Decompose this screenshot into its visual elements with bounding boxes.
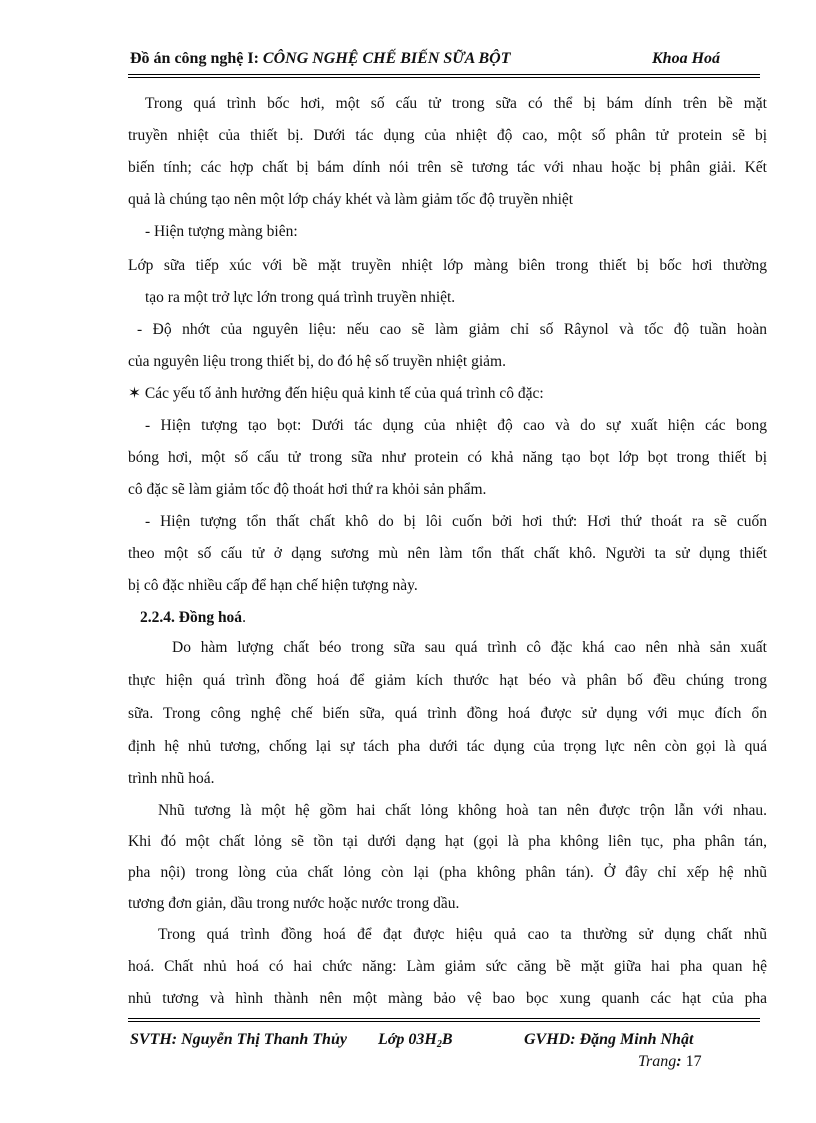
paragraph-line: nhủ tương và hình thành nên một màng bảo vệ bao bọc xung quanh các hạt của pha xyxy=(128,990,767,1007)
footer-advisor-name: Đặng Minh Nhật xyxy=(579,1031,694,1048)
paragraph-line: ✶ Các yếu tố ảnh hưởng đến hiệu quả kinh tế của quá trình cô đặc: xyxy=(128,385,544,402)
section-heading xyxy=(140,608,246,628)
footer-advisor-label: GVHD: xyxy=(524,1031,580,1048)
footer-rule-2 xyxy=(128,1021,760,1022)
header-prefix: Đồ án công nghệ I: xyxy=(130,50,263,67)
footer-class-suffix: B xyxy=(441,1031,453,1048)
paragraph-line: hoá. Chất nhủ hoá có hai chức năng: Làm giảm sức căng bề mặt giữa hai pha quan hệ xyxy=(128,958,767,975)
section-suffix: . xyxy=(242,609,246,626)
paragraph-line: theo một số cấu tử ở dạng sương mù nên làm tổn thất chất khô. Người ta sử dụng thiết xyxy=(128,545,767,562)
paragraph-line: Nhũ tương là một hệ gồm hai chất lỏng không hoà tan nên được trộn lẫn với nhau. xyxy=(158,802,767,819)
paragraph-line: Do hàm lượng chất béo trong sữa sau quá trình cô đặc khá cao nên nhà sản xuất xyxy=(172,639,767,656)
header-rule-2 xyxy=(128,77,760,78)
section-number: 2.2.4. xyxy=(140,609,179,626)
paragraph-line: Lớp sữa tiếp xúc với bề mặt truyền nhiệt lớp màng biên trong thiết bị bốc hơi thường xyxy=(128,257,767,274)
header-title xyxy=(130,50,510,68)
footer-advisor xyxy=(524,1031,693,1049)
header-doc-title: CÔNG NGHỆ CHẾ BIẾN SỮA BỘT xyxy=(262,50,511,67)
paragraph-line: bóng hơi, một số cấu tử trong sữa như protein có khả năng tạo bọt lớp bọt trong thiết bị xyxy=(128,449,767,466)
footer-page xyxy=(638,1053,702,1071)
paragraph-line: trình nhũ hoá. xyxy=(128,770,215,787)
paragraph-line: - Hiện tượng tạo bọt: Dưới tác dụng của nhiệt độ cao và do sự xuất hiện các bong xyxy=(145,417,767,434)
paragraph-line: - Hiện tượng tổn thất chất khô do bị lôi cuốn bởi hơi thứ: Hơi thứ thoát ra sẽ cuốn xyxy=(145,513,767,530)
footer-class xyxy=(378,1031,452,1050)
header-rule xyxy=(128,74,760,75)
paragraph-line: pha nội) trong lòng của chất lỏng còn lại (pha không phân tán). Ở đây chỉ xếp hệ nhũ xyxy=(128,864,767,881)
header-department: Khoa Hoá xyxy=(652,50,721,67)
footer-page-label: Trang xyxy=(638,1053,677,1070)
paragraph-line: Trong quá trình bốc hơi, một số cấu tử trong sữa có thể bị bám dính trên bề mặt xyxy=(145,95,767,112)
paragraph-line: định hệ nhủ tương, chống lại sự tách pha dưới tác dụng của trọng lực nên còn gọi là quá xyxy=(128,738,767,755)
paragraph-line: tạo ra một trở lực lớn trong quá trình truyền nhiệt. xyxy=(145,289,456,306)
paragraph-line: Trong quá trình đồng hoá để đạt được hiệu quả cao ta thường sử dụng chất nhũ xyxy=(158,926,767,943)
paragraph-line: - Độ nhớt của nguyên liệu: nếu cao sẽ làm giảm chỉ số Râynol và tốc độ tuần hoàn xyxy=(137,321,767,338)
footer-rule xyxy=(128,1018,760,1019)
paragraph-line: truyền nhiệt của thiết bị. Dưới tác dụng của nhiệt độ cao, một số phân tử protein sẽ bị xyxy=(128,127,767,144)
paragraph-line: quả là chúng tạo nên một lớp cháy khét và làm giảm tốc độ truyền nhiệt xyxy=(128,191,574,208)
footer-class-sub: 2 xyxy=(436,1039,442,1050)
paragraph-line: bị cô đặc nhiều cấp để hạn chế hiện tượng này. xyxy=(128,577,418,594)
paragraph-line: của nguyên liệu trong thiết bị, do đó hệ số truyền nhiệt giảm. xyxy=(128,353,506,370)
paragraph-line: - Hiện tượng màng biên: xyxy=(145,223,298,240)
paragraph-line: thực hiện quá trình đồng hoá để giảm kích thước hạt béo và phân bố đều chúng trong xyxy=(128,672,767,689)
footer-student xyxy=(130,1031,347,1049)
paragraph-line: tương đơn giản, dầu trong nước hoặc nước trong dầu. xyxy=(128,895,460,912)
paragraph-line: Khi đó một chất lỏng sẽ tồn tại dưới dạng hạt (gọi là pha không liên tục, pha phân tán, xyxy=(128,833,767,850)
paragraph-line: biến tính; các hợp chất bị bám dính nói trên sẽ tương tác với nhau hoặc bị phân giải. Kết xyxy=(128,159,767,176)
paragraph-line: sữa. Trong công nghệ chế biến sữa, quá trình đồng hoá được sử dụng với mục đích ổn xyxy=(128,705,767,722)
footer-page-number: 17 xyxy=(685,1053,702,1070)
footer-page-colon: : xyxy=(676,1053,682,1070)
section-title: Đồng hoá xyxy=(178,609,243,626)
footer-student-name: Nguyễn Thị Thanh Thủy xyxy=(181,1031,347,1048)
footer-class-label: Lớp 03H xyxy=(378,1031,437,1048)
paragraph-line: cô đặc sẽ làm giảm tốc độ thoát hơi thứ ra khỏi sản phẩm. xyxy=(128,481,487,498)
footer-student-label: SVTH: xyxy=(130,1031,182,1048)
